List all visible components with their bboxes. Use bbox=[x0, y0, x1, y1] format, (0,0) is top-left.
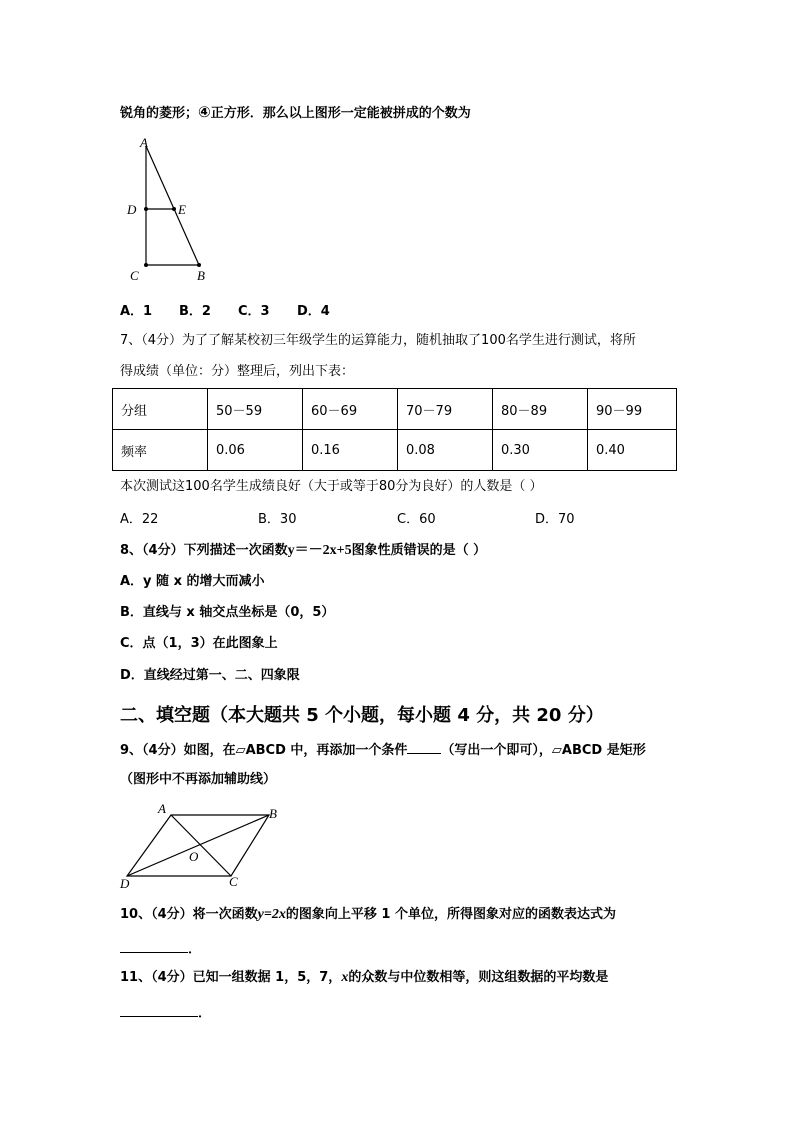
table-cell: 70－79 bbox=[398, 389, 493, 430]
label-d: D bbox=[120, 876, 130, 891]
q11-answer-line: ． bbox=[120, 1004, 211, 1023]
q8-option-a[interactable]: A．y 随 x 的增大而减小 bbox=[120, 574, 265, 589]
q11-answer-blank[interactable] bbox=[120, 1004, 198, 1017]
q7-option-b[interactable]: B．30 bbox=[258, 512, 297, 527]
label-c: C bbox=[229, 874, 238, 889]
q7-stem-line2: 得成绩（单位：分）整理后，列出下表： bbox=[120, 364, 355, 379]
q9-stem-line2: （图形中不再添加辅助线） bbox=[120, 772, 277, 787]
q6-option-d[interactable]: D．4 bbox=[297, 304, 330, 319]
table-cell: 90－99 bbox=[588, 389, 677, 430]
q11-variable: x bbox=[341, 970, 349, 985]
q7-question: 本次测试这100名学生成绩良好（大于或等于80分为良好）的人数是（ ） bbox=[120, 479, 543, 494]
q8-option-b[interactable]: B．直线与 x 轴交点坐标是（0，5） bbox=[120, 605, 335, 620]
q8-option-c[interactable]: C．点（1，3）在此图象上 bbox=[120, 636, 278, 651]
q6-option-c[interactable]: C．3 bbox=[238, 304, 270, 319]
label-e: E bbox=[178, 202, 186, 217]
diagonal-ac bbox=[171, 815, 231, 876]
label-d: D bbox=[127, 202, 137, 217]
table-cell: 60－69 bbox=[303, 389, 398, 430]
label-a: A bbox=[158, 801, 166, 816]
table-cell: 0.06 bbox=[208, 430, 303, 471]
table-cell: 80－89 bbox=[493, 389, 588, 430]
table-cell: 0.40 bbox=[588, 430, 677, 471]
point-e bbox=[172, 207, 176, 211]
table-cell: 0.08 bbox=[398, 430, 493, 471]
point-c bbox=[144, 263, 148, 267]
label-a: A bbox=[140, 135, 148, 150]
point-b bbox=[197, 263, 201, 267]
q9-stem-line1: 9、（4分）如图，在▱ABCD 中，再添加一个条件 （写出一个即可），▱ABCD 是矩形 bbox=[120, 743, 646, 758]
table-row bbox=[113, 389, 677, 430]
table-cell: 0.16 bbox=[303, 430, 398, 471]
section-heading: 二、填空题（本大题共 5 个小题，每小题 4 分，共 20 分） bbox=[120, 705, 604, 726]
q6-option-a[interactable]: A．1 bbox=[120, 304, 153, 319]
label-c: C bbox=[130, 268, 139, 283]
segment-ab bbox=[146, 146, 199, 265]
label-b: B bbox=[197, 268, 205, 283]
table-cell: 频率 bbox=[113, 430, 208, 471]
q10-answer-blank[interactable] bbox=[120, 940, 188, 953]
q9-parallelogram-figure bbox=[115, 800, 295, 895]
q6-option-b[interactable]: B．2 bbox=[179, 304, 211, 319]
circled-number: ④ bbox=[198, 103, 211, 121]
q6-triangle-figure bbox=[120, 134, 230, 284]
table-cell: 分组 bbox=[113, 389, 208, 430]
q7-option-a[interactable]: A．22 bbox=[120, 512, 159, 527]
q11-stem-line1: 11、（4分）已知一组数据 1，5，7，x的众数与中位数相等，则这组数据的平均数是 bbox=[120, 970, 609, 985]
q8-function: y＝－2x+5 bbox=[287, 543, 352, 558]
q8-stem: 8、（4分）下列描述一次函数y＝－2x+5图象性质错误的是（ ） bbox=[120, 543, 487, 558]
table-row bbox=[113, 430, 677, 471]
table-cell: 50－59 bbox=[208, 389, 303, 430]
q7-option-c[interactable]: C．60 bbox=[397, 512, 436, 527]
q6-stem-tail: 锐角的菱形；④正方形．那么以上图形一定能被拼成的个数为 bbox=[120, 103, 471, 121]
q7-stem-line1: 7、（4分）为了了解某校初三年级学生的运算能力，随机抽取了100名学生进行测试，将所 bbox=[120, 333, 636, 348]
q9-answer-blank[interactable] bbox=[407, 741, 441, 754]
q10-function: y=2x bbox=[257, 907, 286, 922]
label-o: O bbox=[189, 849, 199, 864]
table-cell: 0.30 bbox=[493, 430, 588, 471]
q7-option-d[interactable]: D．70 bbox=[535, 512, 575, 527]
label-b: B bbox=[269, 806, 277, 821]
q10-answer-line: ． bbox=[120, 940, 201, 959]
frequency-table bbox=[112, 388, 677, 471]
q10-stem-line1: 10、（4分）将一次函数y=2x的图象向上平移 1 个单位，所得图象对应的函数表达式为 bbox=[120, 907, 616, 922]
q8-option-d[interactable]: D．直线经过第一、二、四象限 bbox=[120, 668, 300, 683]
point-d bbox=[144, 207, 148, 211]
